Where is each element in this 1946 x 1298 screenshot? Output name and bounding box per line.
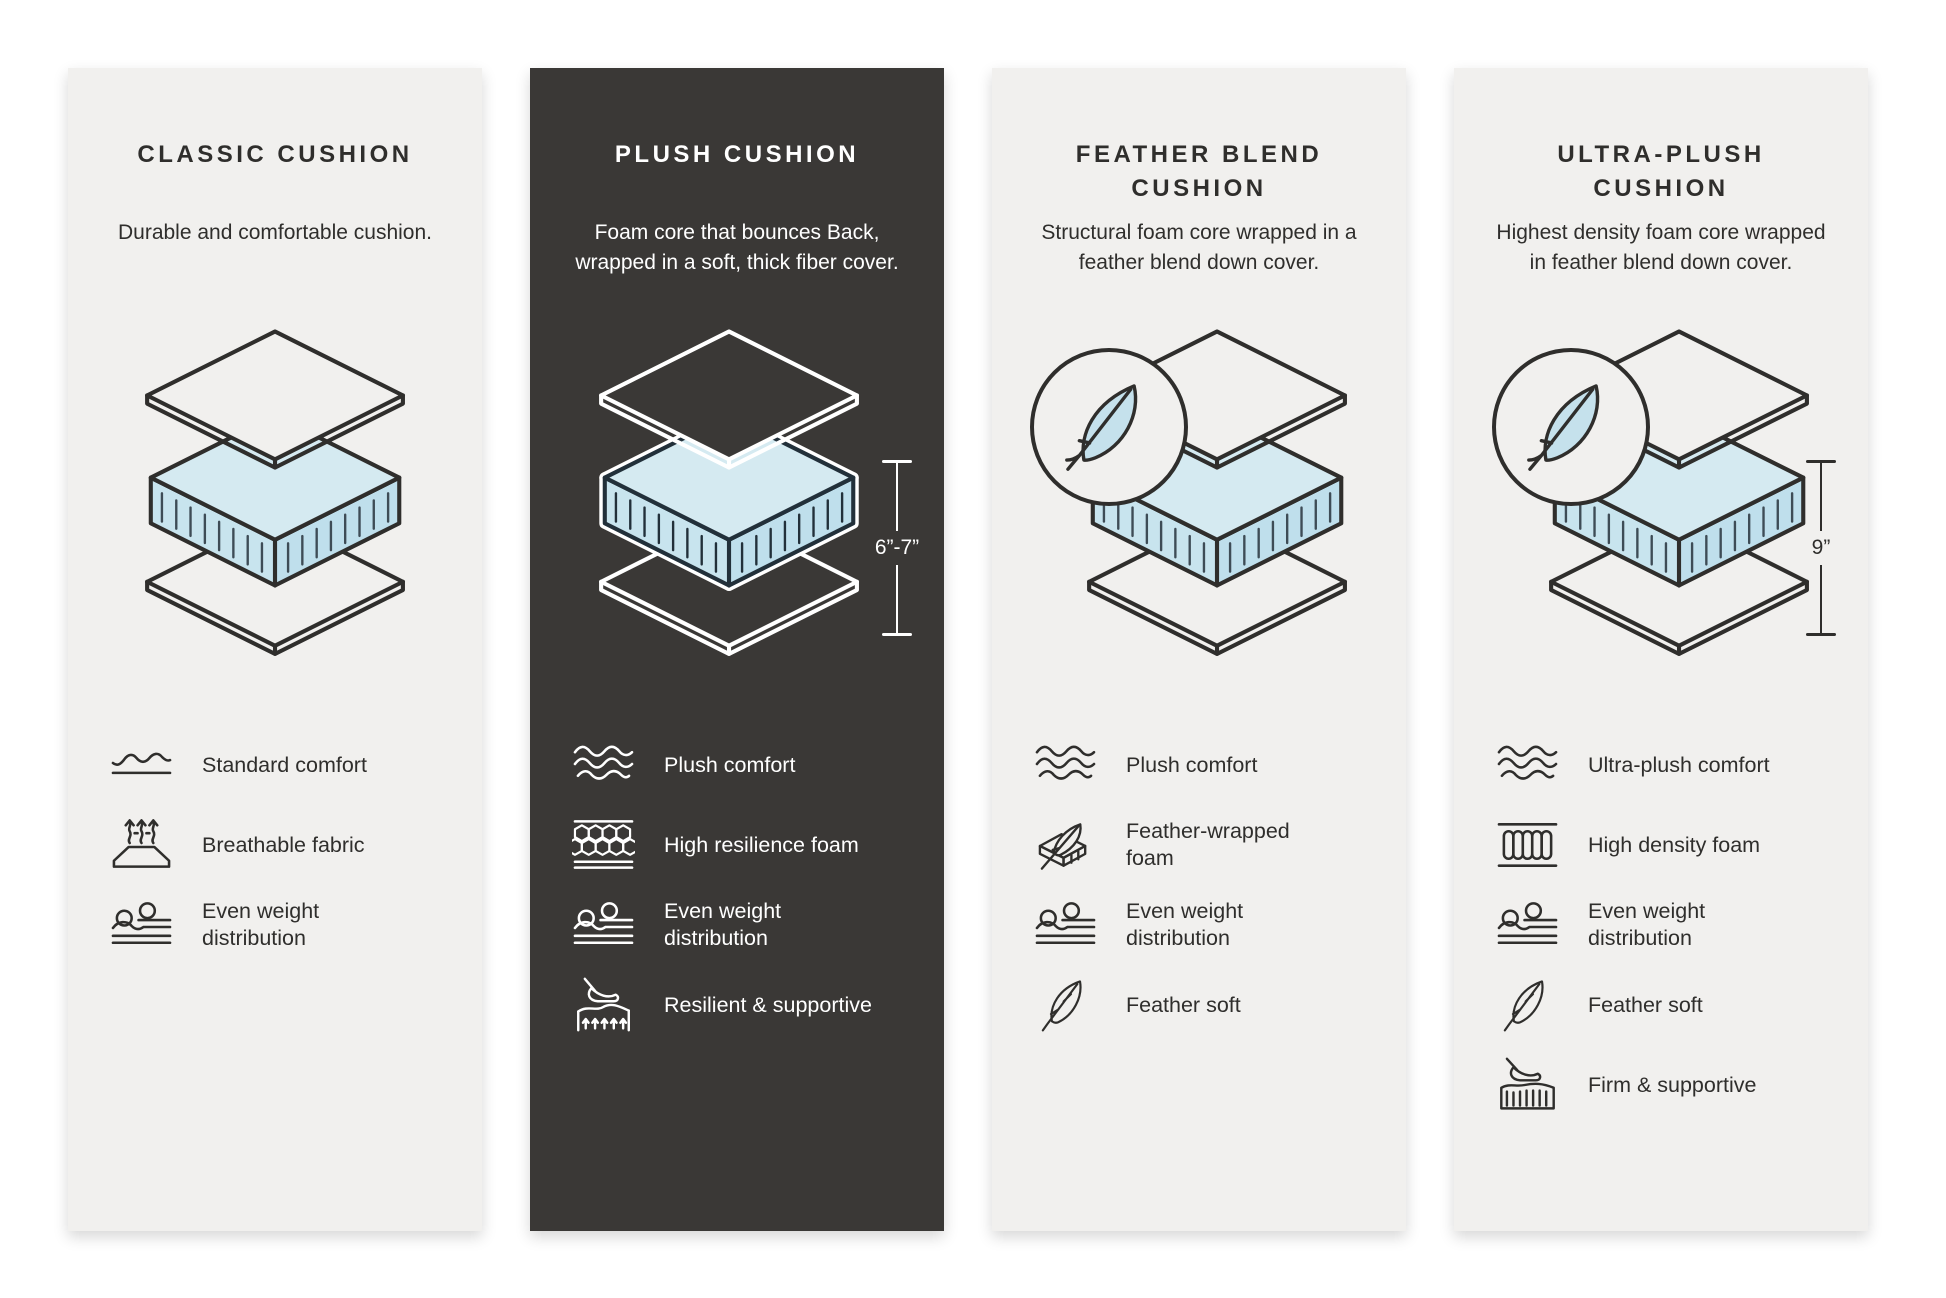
- feature-item: [1494, 816, 1832, 874]
- panel-title: FEATHER BLEND CUSHION: [1075, 141, 1323, 202]
- feature-label: Plush comfort: [664, 752, 796, 777]
- high-density-foam-icon: [1494, 816, 1560, 874]
- cushion-layers-illustration: [592, 326, 866, 664]
- feature-item: [1494, 976, 1832, 1034]
- feature-item: [1494, 1056, 1832, 1114]
- feather-badge: [1030, 348, 1188, 506]
- even-weight-icon: [570, 896, 636, 954]
- feature-item: [1032, 816, 1370, 874]
- illustration-area: [1490, 326, 1832, 674]
- panel-description: Highest density foam core wrapped in feather blend down cover.: [1496, 221, 1826, 275]
- feather-icon: [1494, 976, 1560, 1034]
- height-measure: [1800, 460, 1842, 636]
- feature-item: [570, 976, 908, 1034]
- feather-icon: [1514, 370, 1628, 484]
- feather-icon: [1032, 976, 1098, 1034]
- panel-ultra-plush-cushion: [1454, 68, 1868, 1231]
- feather-icon: [1052, 370, 1166, 484]
- waves-comfort-icon: [1032, 736, 1098, 794]
- feature-list: [566, 736, 908, 1034]
- cushion-layers-svg: [138, 326, 412, 664]
- panel-description: Structural foam core wrapped in a feather blend down cover.: [1041, 221, 1357, 275]
- feature-label: Standard comfort: [202, 752, 367, 777]
- feature-label: Ultra-plush comfort: [1588, 752, 1770, 777]
- waves-comfort-icon: [570, 736, 636, 794]
- panel-feather-blend-cushion: [992, 68, 1406, 1231]
- feature-label: Even weight distribution: [202, 899, 320, 950]
- firm-supportive-icon: [1494, 1056, 1560, 1114]
- feature-label: Even weight distribution: [1126, 899, 1244, 950]
- measure-value: 9”: [1811, 536, 1831, 559]
- feature-item: [108, 736, 446, 794]
- measure-line: [1820, 463, 1823, 531]
- feature-item: [570, 896, 908, 954]
- feature-label: Even weight distribution: [664, 899, 782, 950]
- resilient-supportive-icon: [570, 976, 636, 1034]
- feature-item: [108, 896, 446, 954]
- panel-classic-cushion: [68, 68, 482, 1231]
- feature-label: High density foam: [1588, 832, 1761, 857]
- breathable-fabric-icon: [108, 816, 174, 874]
- feature-list: [104, 736, 446, 954]
- honeycomb-foam-icon: [570, 816, 636, 874]
- feature-label: Feather soft: [1126, 992, 1241, 1017]
- feature-list: [1028, 736, 1370, 1034]
- feature-label: Firm & supportive: [1588, 1072, 1757, 1097]
- height-measure: [876, 460, 918, 636]
- measure-line: [1820, 565, 1823, 633]
- feature-item: [1494, 736, 1832, 794]
- measure-line: [896, 463, 899, 531]
- feature-item: [1032, 896, 1370, 954]
- feature-label: Resilient & supportive: [664, 992, 872, 1017]
- feature-label: Plush comfort: [1126, 752, 1258, 777]
- feature-item: [570, 736, 908, 794]
- feature-item: [1032, 736, 1370, 794]
- feature-label: Breathable fabric: [202, 832, 365, 857]
- feature-list: [1490, 736, 1832, 1114]
- feather-badge: [1492, 348, 1650, 506]
- feature-label: High resilience foam: [664, 832, 859, 857]
- measure-line: [896, 565, 899, 633]
- feature-label: Feather-wrapped foam: [1126, 819, 1290, 870]
- illustration-area: [104, 326, 446, 674]
- measure-cap-bottom: [1806, 633, 1836, 636]
- feature-item: [570, 816, 908, 874]
- panel-description: Durable and comfortable cushion.: [117, 221, 432, 244]
- cushion-layers-svg: [592, 326, 866, 664]
- feature-item: [1494, 896, 1832, 954]
- feature-label: Even weight distribution: [1588, 899, 1706, 950]
- measure-value: 6”-7”: [874, 536, 920, 559]
- even-weight-icon: [108, 896, 174, 954]
- feather-wrapped-foam-icon: [1032, 816, 1098, 874]
- wave-comfort-icon: [108, 736, 174, 794]
- cushion-layers-illustration: [138, 326, 412, 664]
- panel-plush-cushion: [530, 68, 944, 1231]
- illustration-area: [566, 326, 920, 674]
- measure-cap-bottom: [882, 633, 912, 636]
- waves-comfort-icon: [1494, 736, 1560, 794]
- panel-title: ULTRA-PLUSH CUSHION: [1557, 141, 1765, 202]
- panel-title: PLUSH CUSHION: [614, 141, 860, 168]
- panel-title: CLASSIC CUSHION: [137, 141, 413, 168]
- feature-label: Feather soft: [1588, 992, 1703, 1017]
- even-weight-icon: [1032, 896, 1098, 954]
- feature-item: [1032, 976, 1370, 1034]
- panel-description: Foam core that bounces Back, wrapped in a soft, thick fiber cover.: [575, 221, 899, 275]
- feature-item: [108, 816, 446, 874]
- illustration-area: [1028, 326, 1370, 674]
- even-weight-icon: [1494, 896, 1560, 954]
